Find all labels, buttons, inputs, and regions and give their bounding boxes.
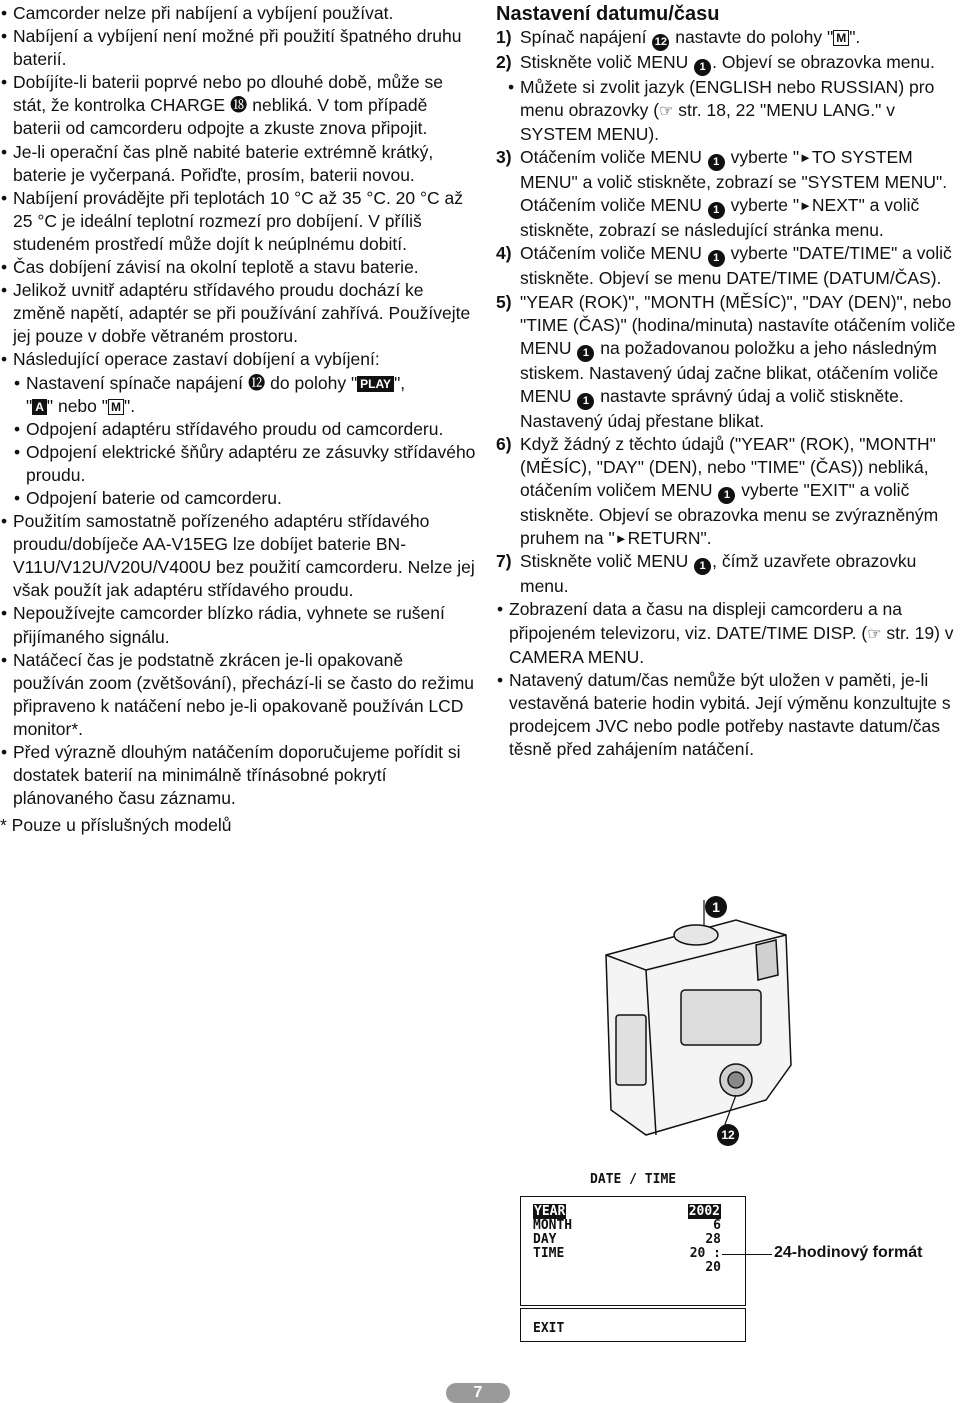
- list-item: • Použitím samostatně pořízeného adaptéru střídavého proudu/dobíječe AA-V15EG lze dobíjet baterie BN-V11U/V12U/V20U/V400U bez použití camcorderu. Nelze jej však použít jak adaptéru střídavého proudu.: [0, 510, 478, 602]
- left-column: [0, 2, 478, 837]
- menu-dial-badge-icon: 1: [708, 250, 725, 267]
- menu-dial-badge-icon: 1: [577, 345, 594, 362]
- menu-dial-label: 1: [704, 896, 728, 918]
- menu-row-label: DAY: [533, 1232, 557, 1247]
- play-mode-icon: PLAY: [357, 376, 394, 392]
- menu-dial-badge-icon: 1: [708, 202, 725, 219]
- list-item: • Před výrazně dlouhým natáčením doporučujeme pořídit si dostatek baterií na minimálně třínásobné pokrytí plánovaného času záznamu.: [0, 741, 478, 810]
- section-heading: Nastavení datumu/času: [496, 3, 720, 25]
- step-5: 5) "YEAR (ROK)", "MONTH (MĚSÍC)", "DAY (DEN)", nebo "TIME (ČAS)" (hodina/minuta) nastavíte otáčením voliče MENU 1 na požadovanou položku a jeho následným stiskem. Nastavený údaj začne blikat, otáčením voliče MENU 1 nastavte správný údaj a volič stiskněte. Nastavený údaj přestane blikat.: [496, 291, 956, 431]
- footnote: * Pouze u příslušných modelů: [0, 815, 232, 836]
- menu-row-value: 20 : 20: [689, 1246, 721, 1275]
- sub-list-item: • Odpojení baterie od camcorderu.: [13, 487, 478, 510]
- power-switch-badge-icon: 12: [652, 34, 669, 51]
- list-item: • Je-li operační čas plně nabité baterie extrémně krátký, baterie je vyčerpaná. Pořiďte, prosím, baterii novou.: [0, 141, 478, 187]
- note-date-display: • Zobrazení data a času na displeji camcorderu a na připojeném televizoru, viz. DATE/TIME DISP. (☞ str. 19) v CAMERA MENU.: [496, 598, 960, 668]
- manual-mode-icon: M: [833, 30, 849, 46]
- auto-mode-icon: A: [32, 399, 47, 415]
- menu-dial-badge-icon: 1: [694, 558, 711, 575]
- menu-dial-badge-icon: 1: [718, 487, 735, 504]
- list-item: • Camcorder nelze při nabíjení a vybíjení používat.: [0, 2, 478, 25]
- list-item: • Následující operace zastaví dobíjení a vybíjení:: [0, 348, 478, 371]
- list-item: • Dobíjíte-li baterii poprvé nebo po dlouhé době, může se stát, že kontrolka CHARGE ⓲ nebliká. V tom případě baterii od camcorderu odpojte a zkuste znova připojit.: [0, 71, 478, 140]
- list-item: • Natáčecí čas je podstatně zkrácen je-li opakovaně používán zoom (zvětšování), přechází-li se často do režimu připraveno k natáčení nebo je-li opakovaně používán LCD monitor*.: [0, 649, 478, 741]
- pointing-hand-icon: ☞: [867, 625, 882, 643]
- sub-list-item: • Odpojení elektrické šňůry adaptéru ze zásuvky střídavého proudu.: [13, 441, 478, 487]
- manual-mode-icon: M: [108, 399, 124, 415]
- screen-menu-box: [520, 1196, 746, 1306]
- step-2-note: • Můžete si zvolit jazyk (ENGLISH nebo RUSSIAN) pro menu obrazovky (☞ str. 18, 22 "MENU LANG." v SYSTEM MENU).: [507, 76, 960, 146]
- pointing-hand-icon: ☞: [659, 103, 674, 121]
- list-item: • Nabíjení a vybíjení není možné při použití špatného druhu baterií.: [0, 25, 478, 71]
- exit-label: EXIT: [533, 1321, 565, 1336]
- time-format-label: 24-hodinový formát: [774, 1244, 923, 1261]
- callout-line: [722, 1254, 772, 1255]
- step-6: 6) Když žádný z těchto údajů ("YEAR" (ROK), "MONTH" (MĚSÍC), "DAY" (DEN), nebo "TIME" (ČAS)) nebliká, otáčením voličem MENU 1 vyberte "EXIT" a volič stiskněte. Objeví se obrazovka menu se zvýrazněným pruhem na "►RETURN".: [496, 433, 939, 549]
- menu-row-label: TIME: [533, 1246, 565, 1261]
- note-battery: • Natavený datum/čas nemůže být uložen v paměti, je-li vestavěná baterie hodin vybitá. Její výměnu konzultujte s prodejcem JVC nebo podle potřeby nastavte datum/čas těsně před zahájením natáčení.: [496, 669, 960, 761]
- screen-exit-box: [520, 1308, 746, 1342]
- right-triangle-icon: ►: [799, 150, 812, 166]
- menu-row-value: 6: [713, 1218, 721, 1233]
- list-item: • Nepoužívejte camcorder blízko rádia, vyhnete se rušení přijímaného signálu.: [0, 602, 478, 648]
- step-4: 4) Otáčením voliče MENU 1 vyberte "DATE/TIME" a volič stiskněte. Objeví se menu DATE/TIME (DATUM/ČAS).: [496, 243, 952, 289]
- right-column: [496, 2, 960, 761]
- list-item: • Nabíjení provádějte při teplotách 10 °C až 35 °C. 20 °C až 25 °C je ideální teplotní rozmezí pro dobíjení. V příliš studeném prostředí může dojít k neúplnému dobití.: [0, 187, 478, 256]
- menu-row-label-selected: YEAR: [534, 1204, 566, 1219]
- power-switch-label: 12: [716, 1124, 740, 1146]
- step-2: 2) Stiskněte volič MENU 1 . Objeví se obrazovka menu.: [496, 51, 960, 76]
- sub-list-item: • Odpojení adaptéru střídavého proudu od camcorderu.: [13, 418, 478, 441]
- menu-dial-badge-icon: 1: [694, 59, 711, 76]
- step-3: 3) Otáčením voliče MENU 1 vyberte "►TO SYSTEM MENU" a volič stiskněte, zobrazí se "SYSTEM MENU". Otáčením voliče MENU 1 vyberte "►NEXT" a volič stiskněte, zobrazí se následující stránka menu.: [496, 147, 948, 241]
- menu-dial-badge-icon: 1: [577, 393, 594, 410]
- list-item: • Čas dobíjení závisí na okolní teplotě a stavu baterie.: [0, 256, 478, 279]
- right-triangle-icon: ►: [799, 198, 812, 214]
- menu-row-value-blinking: 2002: [688, 1204, 720, 1219]
- menu-dial-badge-icon: 1: [708, 154, 725, 171]
- right-triangle-icon: ►: [614, 531, 628, 547]
- menu-row-label: MONTH: [533, 1218, 573, 1233]
- screen-title: DATE / TIME: [590, 1172, 677, 1187]
- page-number: 7: [446, 1383, 510, 1403]
- step-7: 7) Stiskněte volič MENU 1 , čímž uzavřete obrazovku menu.: [496, 551, 917, 597]
- step-1: 1) Spínač napájení 12 nastavte do polohy " M ".: [496, 26, 960, 51]
- date-time-screen: [520, 1166, 744, 1342]
- menu-row-value: 28: [705, 1232, 721, 1247]
- camcorder-illustration: [586, 895, 806, 1165]
- sub-list-item-power-switch: • Nastavení spínače napájení ⓬ do polohy " PLAY ", " A " nebo " M ".: [13, 372, 478, 418]
- list-item: • Jelikož uvnitř adaptéru střídavého proudu dochází ke změně napětí, adaptér se při používání zahřívá. Používejte jej pouze v dobře větraném prostoru.: [0, 279, 478, 348]
